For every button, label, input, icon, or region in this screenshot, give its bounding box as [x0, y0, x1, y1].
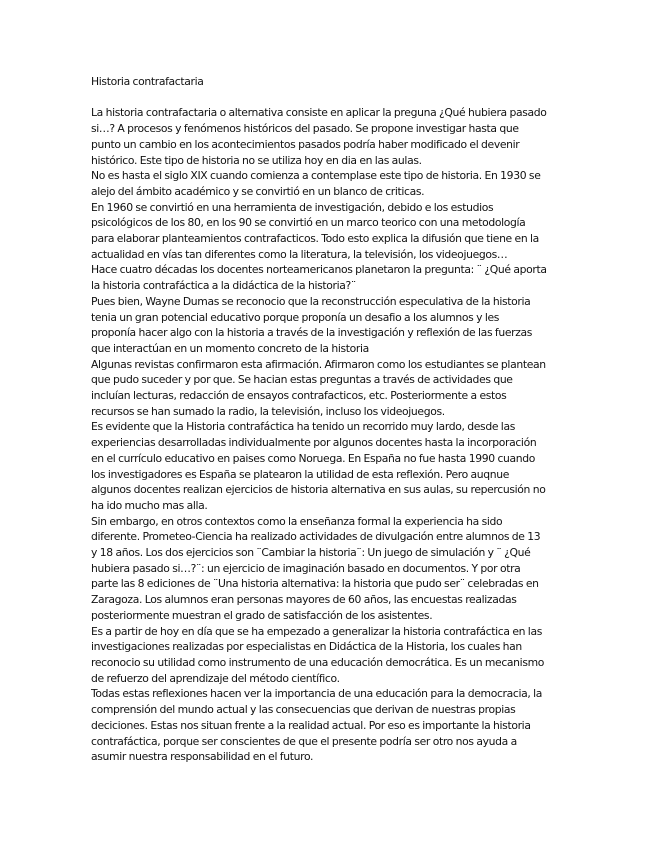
paragraph-9: Es a partir de hoy en día que se ha empezado a generalizar la historia contrafáctica en las investigaciones realizadas por especialistas en Didáctica de la Historia, los cuales han reconocio su utilidad como instrumento de una educación democrática. Es un mecanismo de refuerzo del aprendizaje del método científico. — [91, 624, 545, 685]
paragraph-8: Sin embargo, en otros contextos como la enseñanza formal la experiencia ha sido diferente. Prometeo-Ciencia ha realizado actividades de divulgación entre alumnos de 13 y 18 años. Los dos ejercicios son ¨Cambiar la historia¨: Un juego de simulación y ¨ ¿Qué hubiera pasado si…?¨: un ejercicio de imaginación basado en documentos. Y por otra parte las 8 ediciones de ¨Una historia alternativa: la historia que pudo ser¨ celebradas en Zaragoza. Los alumnos eran personas mayores de 60 años, las encuestas realizadas posteriormente muestran el grado de satisfacción de los asistentes. — [91, 514, 541, 622]
document-body — [91, 74, 561, 765]
paragraph-6: Algunas revistas confirmaron esta afirmación. Afirmaron como los estudiantes se plantean que pudo suceder y por que. Se hacian estas preguntas a través de actividades que incluían lecturas, redacción de ensayos contrafacticos, etc. Posteriormente a estos recursos se han sumado la radio, la televisión, incluso los videojuegos. — [91, 357, 546, 418]
paragraph-1: La historia contrafactaria o alternativa consiste en aplicar la preguna ¿Qué hubiera pasado si…? A procesos y fenómenos históricos del pasado. Se propone investigar hasta que punto un cambio en los acontecimientos pasados podría haber modificado el devenir histórico. Este tipo de historia no se utiliza hoy en dia en las aulas. — [91, 106, 547, 167]
paragraph-10: Todas estas reflexiones hacen ver la importancia de una educación para la democracia, la comprensión del mundo actual y las consecuencias que derivan de nuestras propias deciciones. Estas nos situan frente a la realidad actual. Por eso es importante la historia contrafáctica, porque ser conscientes de que el presente podría ser otro nos ayuda a asumir nuestra responsabilidad en el futuro. — [91, 687, 543, 764]
paragraph-3: En 1960 se convirtió en una herramienta de investigación, debido e los estudios psicológicos de los 80, en los 90 se convirtió en un marco teorico con una metodología para elaborar planteamientos contrafacticos. Todo esto explica la difusión que tiene en la actualidad en vías tan diferentes como la literatura, la televisión, los videojuegos… — [91, 200, 539, 261]
paragraph-7: Es evidente que la Historia contrafáctica ha tenido un recorrido muy lardo, desde las experiencias desarrolladas individualmente por algunos docentes hasta la incorporación en el currículo educativo en paises como Noruega. En España no fue hasta 1990 cuando los investigadores es España se platearon la utilidad de esta reflexión. Pero auqnue algunos docentes realizan ejercicios de historia alternativa en sus aulas, su repercusión no ha ido mucho mas alla. — [91, 420, 546, 512]
paragraph-2: No es hasta el siglo XIX cuando comienza a contemplase este tipo de historia. En 1930 se alejo del ámbito académico y se convirtió en un blanco de criticas. — [91, 169, 541, 198]
paragraph-5: Pues bien, Wayne Dumas se reconocio que la reconstrucción especulativa de la historia tenia un gran potencial educativo porque proponía un desafio a los alumnos y les proponía hacer algo con la historia a través de la investigación y reflexión de las fuerzas que interactúan en un momento concreto de la historia — [91, 294, 533, 355]
paragraph-4: Hace cuatro décadas los docentes norteamericanos planetaron la pregunta: ¨ ¿Qué aporta la historia contrafáctica a la didáctica de la historia?¨ — [91, 263, 547, 293]
document-title: Historia contrafactaria — [91, 75, 204, 88]
